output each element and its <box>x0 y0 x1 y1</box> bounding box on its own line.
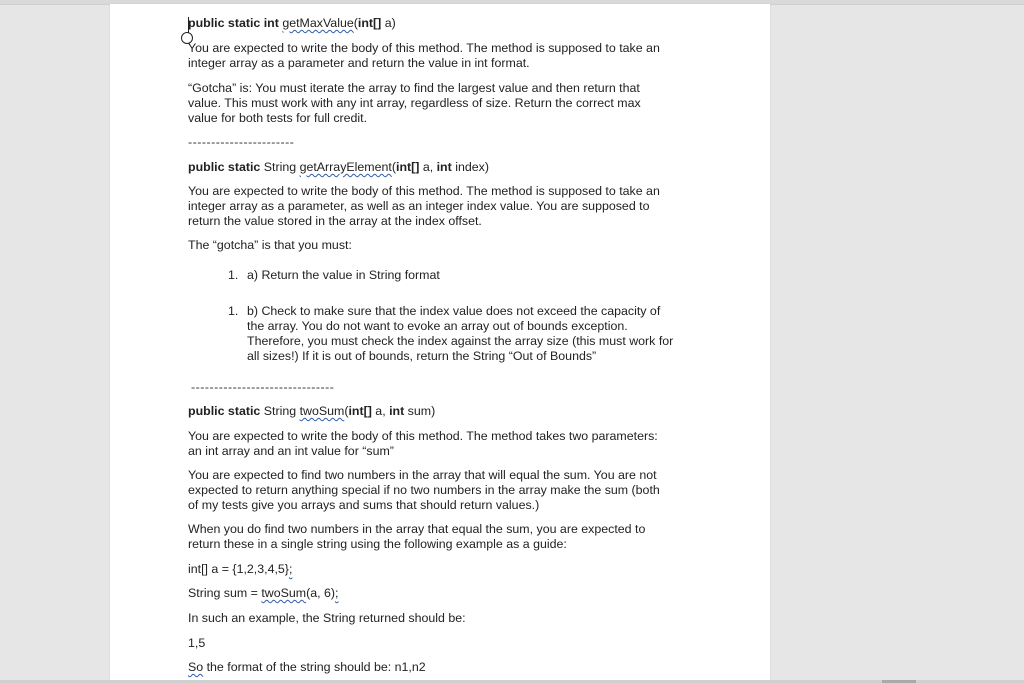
paragraph-line: You are expected to write the body of this method. The method is supposed to take an <box>188 41 660 55</box>
paren: ( <box>391 160 396 174</box>
format-word: So <box>188 660 204 674</box>
format-text: the format of the string should be: n1,n2 <box>203 660 426 674</box>
gotcha-line: The “gotcha” is that you must: <box>188 238 352 252</box>
code-example-array <box>188 562 292 577</box>
param-type: int[] <box>357 16 382 30</box>
method-name: twoSum <box>261 586 307 600</box>
list-text: all sizes!) If it is out of bounds, return the String “Out of Bounds” <box>247 349 597 363</box>
code-text: String sum = <box>188 586 262 600</box>
list-number: 1. <box>228 304 239 318</box>
paragraph-line: value. This must work with any int array, regardless of size. Return the correct max <box>188 96 641 110</box>
paragraph-line: In such an example, the String returned should be: <box>188 611 466 625</box>
dashed-divider: ----------------------- <box>188 135 295 149</box>
param-name: a, <box>371 404 390 418</box>
method-name: getMaxValue <box>282 16 354 30</box>
paragraph-line: expected to return anything special if no two numbers in the array make the sum (both <box>188 483 660 497</box>
keyword: public static <box>188 404 261 418</box>
keyword: public static int <box>188 16 283 30</box>
code-semicolon: ; <box>288 562 293 576</box>
paren: ( <box>344 404 349 418</box>
list-item <box>228 304 708 364</box>
method-name: twoSum <box>299 404 345 418</box>
paragraph-line: When you do find two numbers in the array that equal the sum, you are expected to <box>188 522 646 536</box>
return-type: String <box>260 160 300 174</box>
keyword: public static <box>188 160 261 174</box>
param-type: int[] <box>348 404 372 418</box>
code-args: (a, 6) <box>306 586 336 600</box>
list-number: 1. <box>228 268 239 282</box>
param-rest: index) <box>451 160 489 174</box>
code-example-call <box>188 586 338 601</box>
paragraph-line: an int array and an int value for “sum” <box>188 444 394 458</box>
method-signature-getarrayelement <box>188 160 489 175</box>
paragraph-line: return these in a single string using the following example as a guide: <box>188 537 567 551</box>
param-type-2: int <box>389 404 405 418</box>
paragraph-line: value for both tests for full credit. <box>188 111 368 125</box>
method-signature-twosum <box>188 404 435 419</box>
code-text: int[] a = {1,2,3,4,5} <box>188 562 289 576</box>
paragraph-line: of my tests give you arrays and sums that should return values.) <box>188 498 540 512</box>
list-text: the array. You do not want to evoke an array out of bounds exception. <box>247 319 628 333</box>
param-rest: a) <box>381 16 396 30</box>
paragraph-line: “Gotcha” is: You must iterate the array to find the largest value and then return that <box>188 81 640 95</box>
param-rest: sum) <box>404 404 436 418</box>
code-semicolon: ; <box>335 586 339 600</box>
return-type: String <box>260 404 300 418</box>
param-type: int[] <box>396 160 420 174</box>
param-name: a, <box>419 160 437 174</box>
paragraph-line: You are expected to write the body of this method. The method takes two parameters: <box>188 429 658 443</box>
list-text: b) Check to make sure that the index value does not exceed the capacity of <box>247 304 661 318</box>
paragraph-line: You are expected to write the body of this method. The method is supposed to take an <box>188 184 660 198</box>
format-line <box>188 660 426 675</box>
paragraph-line: return the value stored in the array at the index offset. <box>188 214 482 228</box>
paren: ( <box>353 16 358 30</box>
paragraph-line: integer array as a parameter and return the value in int format. <box>188 56 530 70</box>
method-signature-getmaxvalue <box>188 16 396 31</box>
paragraph-line: You are expected to find two numbers in the array that will equal the sum. You are not <box>188 468 657 482</box>
document-page <box>110 4 770 680</box>
list-text: a) Return the value in String format <box>247 268 440 282</box>
method-name: getArrayElement <box>299 160 392 174</box>
param-type-2: int <box>436 160 452 174</box>
result-example: 1,5 <box>188 636 206 650</box>
paragraph-line: integer array as a parameter, as well as an integer index value. You are supposed to <box>188 199 650 213</box>
dashed-divider: ------------------------------- <box>191 380 335 394</box>
list-text: Therefore, you must check the index against the array size (this must work for <box>247 334 674 348</box>
